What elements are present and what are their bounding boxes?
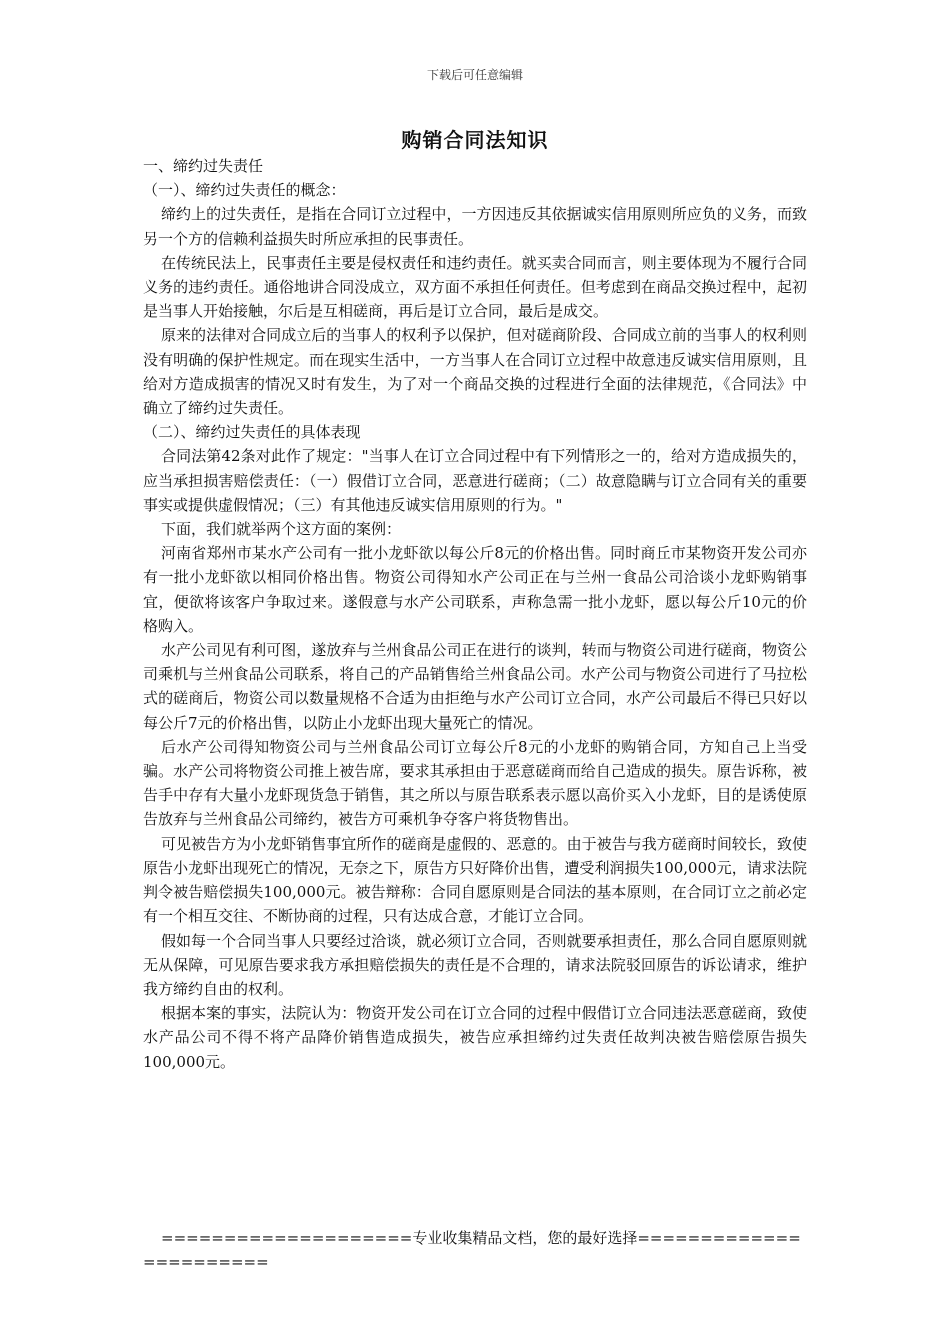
document-body [143,154,807,1074]
paragraph: 缔约上的过失责任，是指在合同订立过程中，一方因违反其依据诚实信用原则所应负的义务，而致另一个方的信赖利益损失时所应承担的民事责任。 [143,205,807,248]
document-title: 购销合同法知识 [401,128,549,152]
paragraph: 在传统民法上，民事责任主要是侵权责任和违约责任。就买卖合同而言，则主要体现为不履行合同义务的违约责任。通俗地讲合同没成立，双方面不承担任何责任。但考虑到在商品交换过程中，起初是当事人开始接触，尔后是互相磋商，再后是订立合同，最后是成交。 [143,253,807,321]
paragraph: 后水产公司得知物资公司与兰州食品公司订立每公斤8元的小龙虾的购销合同，方知自己上当受骗。水产公司将物资公司推上被告席，要求其承担由于恶意磋商而给自己造成的损失。原告诉称，被告手中存有大量小龙虾现货急于销售，其之所以与原告联系表示愿以高价买入小龙虾，目的是诱使原告放弃与兰州食品公司缔约，被告方可乘机争夺客户将货物售出。 [143,737,807,829]
paragraph: 可见被告方为小龙虾销售事宜所作的磋商是虚假的、恶意的。由于被告与我方磋商时间较长，致使原告小龙虾出现死亡的情况，无奈之下，原告方只好降价出售，遭受利润损失100,000元，请求法院判令被告赔偿损失100,000元。被告辩称：合同自愿原则是合同法的基本原则，在合同订立之前必定有一个相互交往、不断协商的过程，只有达成合意，才能订立合同。 [143,834,807,926]
header-note: 下载后可任意编辑 [426,68,523,82]
paragraph: 合同法第42条对此作了规定："当事人在订立合同过程中有下列情形之一的，给对方造成损失的，应当承担损害赔偿责任：（一）假借订立合同，恶意进行磋商；（二）故意隐瞒与订立合同有关的重要事实或提供虚假情况；（三）有其他违反诚实信用原则的行为。" [143,447,807,514]
section-heading: 一、缔约过失责任 [143,157,264,175]
subsection-heading: （一）、缔约过失责任的概念： [143,181,346,200]
paragraph: 河南省郑州市某水产公司有一批小龙虾欲以每公斤8元的价格出售。同时商丘市某物资开发公司亦有一批小龙虾欲以相同价格出售。物资公司得知水产公司正在与兰州一食品公司洽谈小龙虾购销事宜，便欲将该客户争取过来。遂假意与水产公司联系，声称急需一批小龙虾，愿以每公斤10元的价格购入。 [143,544,807,635]
paragraph: 下面，我们就举两个这方面的案例： [161,520,402,539]
footer-banner: ====================专业收集精品文档，您的最好选择======================= [143,1229,801,1271]
paragraph: 假如每一个合同当事人只要经过洽谈，就必须订立合同，否则就要承担责任，那么合同自愿原则就无从保障，可见原告要求我方承担赔偿损失的责任是不合理的，请求法院驳回原告的诉讼请求，维护我方缔约自由的权利。 [143,931,807,998]
paragraph: 水产公司见有利可图，遂放弃与兰州食品公司正在进行的谈判，转而与物资公司进行磋商，物资公司乘机与兰州食品公司联系，将自己的产品销售给兰州食品公司。水产公司与物资公司进行了马拉松式的磋商后，物资公司以数量规格不合适为由拒绝与水产公司订立合同，水产公司最后不得已只好以每公斤7元的价格出售，以防止小龙虾出现大量死亡的情况。 [143,641,807,732]
paragraph: 原来的法律对合同成立后的当事人的权利予以保护，但对磋商阶段、合同成立前的当事人的权利则没有明确的保护性规定。而在现实生活中，一方当事人在合同订立过程中故意违反诚实信用原则，且给对方造成损害的情况又时有发生，为了对一个商品交换的过程进行全面的法律规范，《合同法》中确立了缔约过失责任。 [143,326,807,418]
paragraph: 根据本案的事实，法院认为：物资开发公司在订立合同的过程中假借订立合同违法恶意磋商，致使水产品公司不得不将产品降价销售造成损失，被告应承担缔约过失责任故判决被告赔偿原告损失100,000元。 [143,1004,807,1071]
subsection-heading: （二）、缔约过失责任的具体表现 [143,423,361,442]
